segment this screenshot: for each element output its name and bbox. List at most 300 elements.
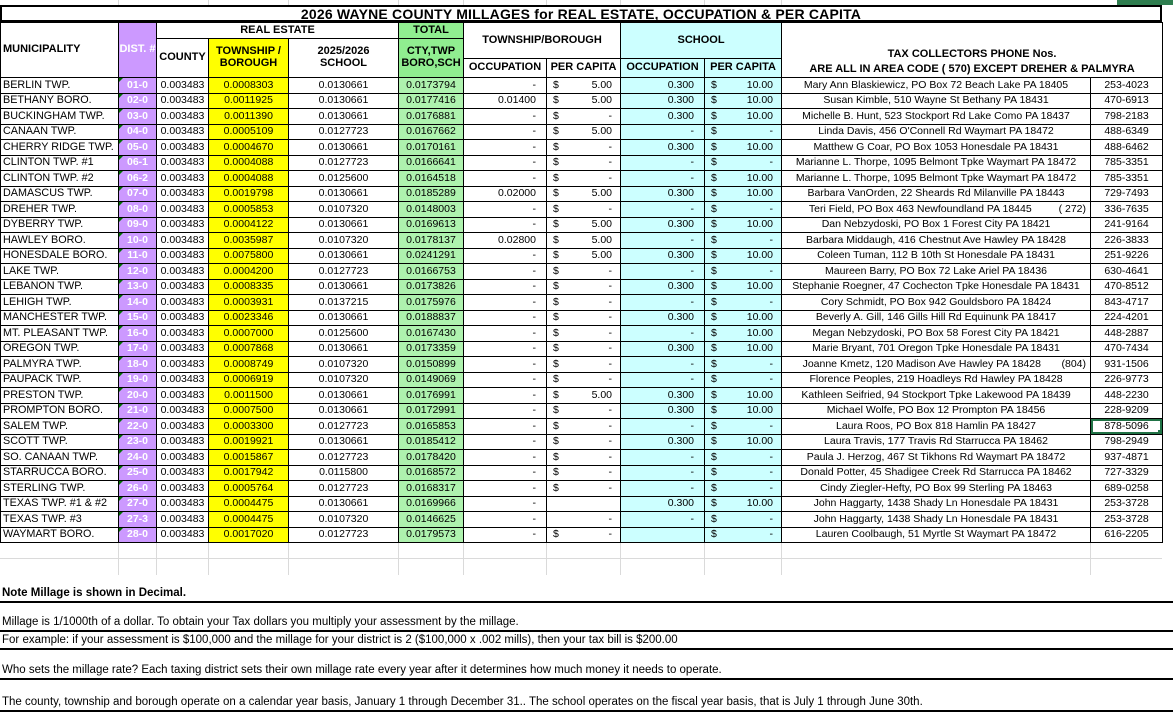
municipality-cell[interactable]: LAKE TWP. [1,264,119,280]
school-millage-cell[interactable]: 0.0127723 [289,155,399,171]
group-header-tax-collectors[interactable] [782,23,1163,78]
tb-occupation-cell[interactable]: - [464,140,547,156]
municipality-cell[interactable]: SCOTT TWP. [1,434,119,450]
tax-collector-cell[interactable]: Paula J. Herzog, 467 St Tikhons Rd Waymart PA 18472 [782,450,1091,466]
municipality-cell[interactable]: STARRUCCA BORO. [1,465,119,481]
county-millage-cell[interactable]: 0.003483 [157,93,209,109]
tb-per-capita-cell[interactable]: $ 5.00 [547,124,621,140]
total-millage-cell[interactable]: 0.0166641 [399,155,464,171]
total-millage-cell[interactable]: 0.0168317 [399,481,464,497]
tax-collector-cell[interactable]: Michael Wolfe, PO Box 12 Prompton PA 18456 [782,403,1091,419]
county-millage-cell[interactable]: 0.003483 [157,388,209,404]
tb-per-capita-cell[interactable]: $ - [547,465,621,481]
district-cell[interactable]: 27-0 [119,496,157,512]
township-borough-millage-cell[interactable]: 0.0005764 [209,481,289,497]
township-borough-millage-cell[interactable]: 0.0004475 [209,512,289,528]
tb-occupation-cell[interactable]: - [464,496,547,512]
county-millage-cell[interactable]: 0.003483 [157,403,209,419]
tb-per-capita-cell[interactable]: $ - [547,372,621,388]
school-occupation-cell[interactable]: 0.300 [621,279,705,295]
tb-occupation-cell[interactable]: - [464,527,547,543]
municipality-cell[interactable]: HAWLEY BORO. [1,233,119,249]
tb-per-capita-cell[interactable]: $ - [547,202,621,218]
tb-occupation-cell[interactable]: - [464,109,547,125]
school-occupation-cell[interactable] [621,527,705,543]
phone-cell[interactable]: 937-4871 [1091,450,1163,466]
school-occupation-cell[interactable]: - [621,372,705,388]
school-per-capita-cell[interactable]: $ 10.00 [705,78,782,94]
col-header-township-borough[interactable]: TOWNSHIP / BOROUGH [209,39,289,78]
county-millage-cell[interactable]: 0.003483 [157,450,209,466]
tb-per-capita-cell[interactable]: $ 5.00 [547,233,621,249]
district-cell[interactable]: 09-0 [119,217,157,233]
county-millage-cell[interactable]: 0.003483 [157,248,209,264]
school-occupation-cell[interactable]: 0.300 [621,341,705,357]
school-per-capita-cell[interactable]: $ - [705,481,782,497]
school-occupation-cell[interactable]: 0.300 [621,140,705,156]
tax-collector-cell[interactable]: Maureen Barry, PO Box 72 Lake Ariel PA 18436 [782,264,1091,280]
township-borough-millage-cell[interactable]: 0.0017942 [209,465,289,481]
school-occupation-cell[interactable]: 0.300 [621,93,705,109]
district-cell[interactable]: 07-0 [119,186,157,202]
district-cell[interactable]: 22-0 [119,419,157,435]
tax-collector-cell[interactable]: Linda Davis, 456 O'Connell Rd Waymart PA 18472 [782,124,1091,140]
municipality-cell[interactable]: CLINTON TWP. #1 [1,155,119,171]
school-millage-cell[interactable]: 0.0127723 [289,450,399,466]
county-millage-cell[interactable]: 0.003483 [157,279,209,295]
phone-cell[interactable]: 689-0258 [1091,481,1163,497]
tb-occupation-cell[interactable]: - [464,124,547,140]
school-per-capita-cell[interactable]: $ - [705,465,782,481]
township-borough-millage-cell[interactable]: 0.0011390 [209,109,289,125]
county-millage-cell[interactable]: 0.003483 [157,124,209,140]
total-millage-cell[interactable]: 0.0169966 [399,496,464,512]
school-per-capita-cell[interactable]: $ - [705,357,782,373]
tb-per-capita-cell[interactable] [547,496,621,512]
school-occupation-cell[interactable]: 0.300 [621,186,705,202]
district-cell[interactable]: 26-0 [119,481,157,497]
school-per-capita-cell[interactable]: $ 10.00 [705,326,782,342]
total-millage-cell[interactable]: 0.0175976 [399,295,464,311]
school-occupation-cell[interactable]: - [621,202,705,218]
township-borough-millage-cell[interactable]: 0.0004088 [209,155,289,171]
municipality-cell[interactable]: CLINTON TWP. #2 [1,171,119,187]
school-per-capita-cell[interactable]: $ 10.00 [705,93,782,109]
school-per-capita-cell[interactable]: $ 10.00 [705,388,782,404]
group-header-real-estate[interactable]: REAL ESTATE [157,23,399,39]
school-millage-cell[interactable]: 0.0127723 [289,527,399,543]
total-millage-cell[interactable]: 0.0176991 [399,388,464,404]
school-occupation-cell[interactable]: - [621,264,705,280]
tax-collector-cell[interactable]: Beverly A. Gill, 146 Gills Hill Rd Equinunk PA 18417 [782,310,1091,326]
tax-collector-cell[interactable]: Cory Schmidt, PO Box 942 Gouldsboro PA 18424 [782,295,1091,311]
tax-collector-cell[interactable]: Stephanie Roegner, 47 Cochecton Tpke Honesdale PA 18431 [782,279,1091,295]
col-header-school-occupation[interactable]: OCCUPATION [621,59,705,78]
township-borough-millage-cell[interactable]: 0.0008335 [209,279,289,295]
tax-collector-cell[interactable]: Kathleen Seifried, 94 Stockport Tpke Lakewood PA 18439 [782,388,1091,404]
township-borough-millage-cell[interactable]: 0.0004122 [209,217,289,233]
municipality-cell[interactable]: DAMASCUS TWP. [1,186,119,202]
school-millage-cell[interactable]: 0.0107320 [289,202,399,218]
total-millage-cell[interactable]: 0.0170161 [399,140,464,156]
phone-cell[interactable]: 448-2887 [1091,326,1163,342]
county-millage-cell[interactable]: 0.003483 [157,434,209,450]
municipality-cell[interactable]: STERLING TWP. [1,481,119,497]
municipality-cell[interactable]: TEXAS TWP. #1 & #2 [1,496,119,512]
total-millage-cell[interactable]: 0.0166753 [399,264,464,280]
school-per-capita-cell[interactable]: $ 10.00 [705,140,782,156]
school-millage-cell[interactable]: 0.0127723 [289,264,399,280]
phone-cell[interactable]: 228-9209 [1091,403,1163,419]
phone-cell[interactable]: 470-7434 [1091,341,1163,357]
tb-per-capita-cell[interactable]: $ 5.00 [547,93,621,109]
total-millage-cell[interactable]: 0.0173826 [399,279,464,295]
township-borough-millage-cell[interactable]: 0.0007868 [209,341,289,357]
tax-collector-cell[interactable]: Michelle B. Hunt, 523 Stockport Rd Lake Como PA 18437 [782,109,1091,125]
district-cell[interactable]: 08-0 [119,202,157,218]
municipality-cell[interactable]: TEXAS TWP. #3 [1,512,119,528]
tax-collector-cell[interactable]: Cindy Ziegler-Hefty, PO Box 99 Sterling PA 18463 [782,481,1091,497]
district-cell[interactable]: 23-0 [119,434,157,450]
school-per-capita-cell[interactable]: $ 10.00 [705,341,782,357]
township-borough-millage-cell[interactable]: 0.0019921 [209,434,289,450]
total-millage-cell[interactable]: 0.0146625 [399,512,464,528]
township-borough-millage-cell[interactable]: 0.0003300 [209,419,289,435]
school-occupation-cell[interactable]: - [621,124,705,140]
total-millage-cell[interactable]: 0.0167662 [399,124,464,140]
tb-per-capita-cell[interactable]: $ - [547,109,621,125]
school-occupation-cell[interactable]: - [621,465,705,481]
total-millage-cell[interactable]: 0.0169613 [399,217,464,233]
tb-occupation-cell[interactable]: - [464,264,547,280]
total-millage-cell[interactable]: 0.0173794 [399,78,464,94]
district-cell[interactable]: 10-0 [119,233,157,249]
district-cell[interactable]: 03-0 [119,109,157,125]
tb-per-capita-cell[interactable]: $ - [547,171,621,187]
total-millage-cell[interactable]: 0.0149069 [399,372,464,388]
school-millage-cell[interactable]: 0.0130661 [289,310,399,326]
tb-occupation-cell[interactable]: - [464,434,547,450]
municipality-cell[interactable]: PROMPTON BORO. [1,403,119,419]
tb-per-capita-cell[interactable]: $ - [547,419,621,435]
county-millage-cell[interactable]: 0.003483 [157,481,209,497]
township-borough-millage-cell[interactable]: 0.0005853 [209,202,289,218]
tb-per-capita-cell[interactable]: $ - [547,279,621,295]
district-cell[interactable]: 11-0 [119,248,157,264]
tb-per-capita-cell[interactable]: $ - [547,155,621,171]
school-millage-cell[interactable]: 0.0130661 [289,217,399,233]
school-per-capita-cell[interactable]: $ - [705,233,782,249]
phone-cell[interactable]: 488-6462 [1091,140,1163,156]
tax-collector-cell[interactable]: Laura Travis, 177 Travis Rd Starrucca PA 18462 [782,434,1091,450]
municipality-cell[interactable]: PALMYRA TWP. [1,357,119,373]
phone-cell[interactable]: 241-9164 [1091,217,1163,233]
tax-collector-cell[interactable]: Coleen Tuman, 112 B 10th St Honesdale PA 18431 [782,248,1091,264]
township-borough-millage-cell[interactable]: 0.0008749 [209,357,289,373]
tax-collector-cell[interactable]: Marie Bryant, 701 Oregon Tpke Honesdale PA 18431 [782,341,1091,357]
school-millage-cell[interactable]: 0.0130661 [289,434,399,450]
school-occupation-cell[interactable]: 0.300 [621,434,705,450]
municipality-cell[interactable]: MANCHESTER TWP. [1,310,119,326]
district-cell[interactable]: 06-2 [119,171,157,187]
school-occupation-cell[interactable]: 0.300 [621,78,705,94]
school-occupation-cell[interactable]: 0.300 [621,248,705,264]
phone-cell[interactable]: 224-4201 [1091,310,1163,326]
school-per-capita-cell[interactable]: $ 10.00 [705,248,782,264]
tax-collector-cell[interactable]: Dan Nebzydoski, PO Box 1 Forest City PA 18421 [782,217,1091,233]
school-millage-cell[interactable]: 0.0130661 [289,140,399,156]
municipality-cell[interactable]: LEBANON TWP. [1,279,119,295]
col-header-district[interactable]: DIST. # [119,23,157,78]
county-millage-cell[interactable]: 0.003483 [157,155,209,171]
municipality-cell[interactable]: BERLIN TWP. [1,78,119,94]
tb-per-capita-cell[interactable]: $ - [547,264,621,280]
township-borough-millage-cell[interactable]: 0.0003931 [209,295,289,311]
school-millage-cell[interactable]: 0.0130661 [289,496,399,512]
phone-cell[interactable]: 616-2205 [1091,527,1163,543]
phone-cell[interactable]: 253-4023 [1091,78,1163,94]
school-millage-cell[interactable]: 0.0127723 [289,481,399,497]
tax-collector-cell[interactable]: Donald Potter, 45 Shadigee Creek Rd Starrucca PA 18462 [782,465,1091,481]
phone-cell[interactable]: 336-7635 [1091,202,1163,218]
tax-collector-cell[interactable]: Barbara VanOrden, 22 Sheards Rd Milanville PA 18443 [782,186,1091,202]
total-millage-cell[interactable]: 0.0148003 [399,202,464,218]
municipality-cell[interactable]: PAUPACK TWP. [1,372,119,388]
school-millage-cell[interactable]: 0.0130661 [289,109,399,125]
tax-collector-cell[interactable]: ( 272) Teri Field, PO Box 463 Newfoundland PA 18445 [782,202,1091,218]
district-cell[interactable]: 14-0 [119,295,157,311]
tb-occupation-cell[interactable]: - [464,326,547,342]
school-per-capita-cell[interactable]: $ 10.00 [705,279,782,295]
municipality-cell[interactable]: BUCKINGHAM TWP. [1,109,119,125]
township-borough-millage-cell[interactable]: 0.0004088 [209,171,289,187]
school-occupation-cell[interactable]: - [621,295,705,311]
tax-collector-cell[interactable]: John Haggarty, 1438 Shady Ln Honesdale PA 18431 [782,512,1091,528]
municipality-cell[interactable]: SO. CANAAN TWP. [1,450,119,466]
district-cell[interactable]: 02-0 [119,93,157,109]
phone-cell[interactable]: 226-9773 [1091,372,1163,388]
phone-cell[interactable]: 931-1506 [1091,357,1163,373]
school-occupation-cell[interactable]: 0.300 [621,310,705,326]
school-per-capita-cell[interactable]: $ 10.00 [705,171,782,187]
school-millage-cell[interactable]: 0.0130661 [289,248,399,264]
district-cell[interactable]: 24-0 [119,450,157,466]
tb-per-capita-cell[interactable]: $ 5.00 [547,388,621,404]
col-header-school-per-capita[interactable]: PER CAPITA [705,59,782,78]
note-fiscal-year[interactable]: The county, township and borough operate on a calendar year basis, January 1 through December 31.. The school operates on the fiscal year basis, that is July 1 through June 30th. [0,680,1173,712]
school-millage-cell[interactable]: 0.0125600 [289,171,399,187]
tb-per-capita-cell[interactable]: $ - [547,341,621,357]
tax-collector-cell[interactable]: Florence Peoples, 219 Hoadleys Rd Hawley PA 18428 [782,372,1091,388]
tax-collector-cell[interactable]: Marianne L. Thorpe, 1095 Belmont Tpke Waymart PA 18472 [782,155,1091,171]
county-millage-cell[interactable]: 0.003483 [157,295,209,311]
tb-per-capita-cell[interactable]: $ 5.00 [547,186,621,202]
township-borough-millage-cell[interactable]: 0.0075800 [209,248,289,264]
district-cell[interactable]: 18-0 [119,357,157,373]
tb-per-capita-cell[interactable]: $ - [547,295,621,311]
school-per-capita-cell[interactable]: $ 10.00 [705,403,782,419]
phone-cell[interactable]: 843-4717 [1091,295,1163,311]
school-occupation-cell[interactable]: 0.300 [621,496,705,512]
county-millage-cell[interactable]: 0.003483 [157,217,209,233]
tb-per-capita-cell[interactable]: - [547,512,621,528]
note-who-sets-rate[interactable]: Who sets the millage rate? Each taxing district sets their own millage rate every year after it determines how much money it needs to operate. [0,650,1173,680]
phone-cell[interactable]: 251-9226 [1091,248,1163,264]
township-borough-millage-cell[interactable]: 0.0017020 [209,527,289,543]
school-millage-cell[interactable]: 0.0130661 [289,403,399,419]
township-borough-millage-cell[interactable]: 0.0008303 [209,78,289,94]
phone-cell[interactable]: 253-3728 [1091,512,1163,528]
county-millage-cell[interactable]: 0.003483 [157,310,209,326]
tb-occupation-cell[interactable]: - [464,450,547,466]
total-millage-cell[interactable]: 0.0165853 [399,419,464,435]
tax-collector-cell[interactable]: Susan Kimble, 510 Wayne St Bethany PA 18431 [782,93,1091,109]
sheet-title[interactable]: 2026 WAYNE COUNTY MILLAGES for REAL ESTATE, OCCUPATION & PER CAPITA [0,5,1162,22]
col-header-total[interactable]: TOTAL [399,23,464,39]
tb-per-capita-cell[interactable]: $ 5.00 [547,217,621,233]
school-millage-cell[interactable]: 0.0130661 [289,279,399,295]
tb-occupation-cell[interactable]: - [464,217,547,233]
school-per-capita-cell[interactable]: $ - [705,124,782,140]
county-millage-cell[interactable]: 0.003483 [157,264,209,280]
school-millage-cell[interactable]: 0.0125600 [289,326,399,342]
district-cell[interactable]: 25-0 [119,465,157,481]
school-per-capita-cell[interactable]: $ 10.00 [705,186,782,202]
district-cell[interactable]: 17-0 [119,341,157,357]
school-per-capita-cell[interactable]: $ 10.00 [705,109,782,125]
tb-occupation-cell[interactable]: - [464,279,547,295]
municipality-cell[interactable]: MT. PLEASANT TWP. [1,326,119,342]
total-millage-cell[interactable]: 0.0241291 [399,248,464,264]
col-header-tb-per-capita[interactable]: PER CAPITA [547,59,621,78]
phone-cell[interactable]: 878-5096 [1091,419,1163,435]
school-per-capita-cell[interactable]: $ - [705,264,782,280]
school-millage-cell[interactable]: 0.0130661 [289,341,399,357]
township-borough-millage-cell[interactable]: 0.0019798 [209,186,289,202]
school-millage-cell[interactable]: 0.0130661 [289,93,399,109]
col-header-total-sub[interactable]: CTY,TWP BORO,SCH [399,39,464,78]
tax-collector-cell[interactable]: (804) Joanne Kmetz, 120 Madison Ave Hawley PA 18428 [782,357,1091,373]
tb-per-capita-cell[interactable]: $ 5.00 [547,248,621,264]
school-millage-cell[interactable]: 0.0107320 [289,372,399,388]
tax-collector-cell[interactable]: Barbara Middaugh, 416 Chestnut Ave Hawley PA 18428 [782,233,1091,249]
phone-cell[interactable]: 470-6913 [1091,93,1163,109]
phone-cell[interactable]: 798-2949 [1091,434,1163,450]
school-occupation-cell[interactable]: - [621,419,705,435]
tb-occupation-cell[interactable]: 0.02000 [464,186,547,202]
county-millage-cell[interactable]: 0.003483 [157,171,209,187]
township-borough-millage-cell[interactable]: 0.0011925 [209,93,289,109]
school-per-capita-cell[interactable]: $ - [705,202,782,218]
total-millage-cell[interactable]: 0.0167430 [399,326,464,342]
tb-occupation-cell[interactable]: - [464,155,547,171]
school-per-capita-cell[interactable]: $ - [705,527,782,543]
tb-occupation-cell[interactable]: - [464,465,547,481]
district-cell[interactable]: 15-0 [119,310,157,326]
phone-cell[interactable]: 785-3351 [1091,171,1163,187]
total-millage-cell[interactable]: 0.0173359 [399,341,464,357]
note-millage-example[interactable]: For example: if your assessment is $100,000 and the millage for your district is 2 ($100,000 x .002 mills), then your tax bill is $200.00 [0,632,1173,650]
district-cell[interactable]: 12-0 [119,264,157,280]
total-millage-cell[interactable]: 0.0185289 [399,186,464,202]
group-header-township-borough[interactable]: TOWNSHIP/BOROUGH [464,23,621,59]
school-millage-cell[interactable]: 0.0107320 [289,233,399,249]
tb-occupation-cell[interactable]: - [464,248,547,264]
school-occupation-cell[interactable]: 0.300 [621,109,705,125]
municipality-cell[interactable]: BETHANY BORO. [1,93,119,109]
county-millage-cell[interactable]: 0.003483 [157,372,209,388]
school-occupation-cell[interactable]: - [621,233,705,249]
tb-per-capita-cell[interactable]: $ - [547,140,621,156]
school-per-capita-cell[interactable]: $ - [705,295,782,311]
school-millage-cell[interactable]: 0.0107320 [289,357,399,373]
municipality-cell[interactable]: WAYMART BORO. [1,527,119,543]
tb-per-capita-cell[interactable]: $ - [547,357,621,373]
note-millage-definition[interactable]: Millage is 1/1000th of a dollar. To obtain your Tax dollars you multiply your assessment by the millage. [0,603,1173,632]
township-borough-millage-cell[interactable]: 0.0023346 [209,310,289,326]
school-occupation-cell[interactable]: - [621,171,705,187]
total-millage-cell[interactable]: 0.0185412 [399,434,464,450]
total-millage-cell[interactable]: 0.0172991 [399,403,464,419]
school-per-capita-cell[interactable]: $ - [705,155,782,171]
total-millage-cell[interactable]: 0.0168572 [399,465,464,481]
tb-per-capita-cell[interactable]: $ - [547,326,621,342]
township-borough-millage-cell[interactable]: 0.0004200 [209,264,289,280]
total-millage-cell[interactable]: 0.0178137 [399,233,464,249]
county-millage-cell[interactable]: 0.003483 [157,465,209,481]
school-millage-cell[interactable]: 0.0130661 [289,186,399,202]
school-occupation-cell[interactable]: 0.300 [621,403,705,419]
municipality-cell[interactable]: HONESDALE BORO. [1,248,119,264]
township-borough-millage-cell[interactable]: 0.0004670 [209,140,289,156]
phone-cell[interactable]: 727-3329 [1091,465,1163,481]
county-millage-cell[interactable]: 0.003483 [157,496,209,512]
school-millage-cell[interactable]: 0.0130661 [289,388,399,404]
township-borough-millage-cell[interactable]: 0.0011500 [209,388,289,404]
district-cell[interactable]: 05-0 [119,140,157,156]
total-millage-cell[interactable]: 0.0150899 [399,357,464,373]
tb-occupation-cell[interactable]: - [464,512,547,528]
tb-occupation-cell[interactable]: - [464,403,547,419]
tb-occupation-cell[interactable]: - [464,388,547,404]
school-occupation-cell[interactable]: - [621,155,705,171]
county-millage-cell[interactable]: 0.003483 [157,357,209,373]
tb-occupation-cell[interactable]: - [464,341,547,357]
municipality-cell[interactable]: DYBERRY TWP. [1,217,119,233]
county-millage-cell[interactable]: 0.003483 [157,527,209,543]
phone-cell[interactable]: 630-4641 [1091,264,1163,280]
phone-cell[interactable]: 253-3728 [1091,496,1163,512]
col-header-municipality[interactable]: MUNICIPALITY [1,23,119,78]
district-cell[interactable]: 21-0 [119,403,157,419]
total-millage-cell[interactable]: 0.0178420 [399,450,464,466]
county-millage-cell[interactable]: 0.003483 [157,341,209,357]
total-millage-cell[interactable]: 0.0188837 [399,310,464,326]
tb-occupation-cell[interactable]: - [464,78,547,94]
county-millage-cell[interactable]: 0.003483 [157,512,209,528]
school-millage-cell[interactable]: 0.0107320 [289,512,399,528]
school-per-capita-cell[interactable]: $ - [705,419,782,435]
school-occupation-cell[interactable]: 0.300 [621,388,705,404]
school-millage-cell[interactable]: 0.0137215 [289,295,399,311]
school-per-capita-cell[interactable]: $ 10.00 [705,217,782,233]
tb-occupation-cell[interactable]: - [464,171,547,187]
tax-collector-cell[interactable]: Laura Roos, PO Box 818 Hamlin PA 18427 [782,419,1091,435]
municipality-cell[interactable]: SALEM TWP. [1,419,119,435]
tax-collector-cell[interactable]: Matthew G Coar, PO Box 1053 Honesdale PA 18431 [782,140,1091,156]
district-cell[interactable]: 20-0 [119,388,157,404]
county-millage-cell[interactable]: 0.003483 [157,109,209,125]
